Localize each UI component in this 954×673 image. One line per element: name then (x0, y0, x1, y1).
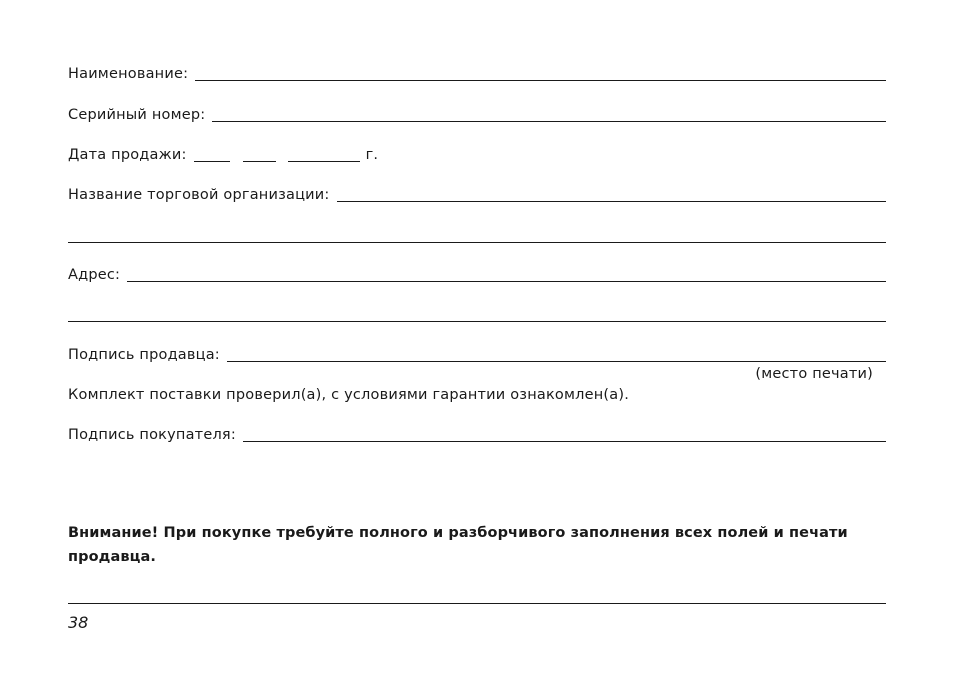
store-name-row (68, 187, 886, 203)
seller-signature-label: Подпись продавца: (68, 347, 220, 363)
year-suffix: г. (365, 147, 379, 163)
buyer-signature-row (68, 427, 886, 443)
store-name-label: Название торговой организации: (68, 187, 330, 203)
page-number: 38 (68, 613, 89, 632)
serial-number-field[interactable] (212, 121, 886, 122)
seller-signature-row (68, 347, 886, 363)
product-name-field[interactable] (195, 80, 886, 81)
address-field[interactable] (127, 281, 886, 282)
sale-date-day-field[interactable] (194, 161, 230, 162)
warning-notice: Внимание! При покупке требуйте полного и разборчивого заполнения всех полей и печати продавца. (68, 525, 848, 565)
sale-date-year-field[interactable] (288, 161, 360, 162)
sale-date-row (68, 147, 886, 163)
footer-divider (68, 603, 886, 604)
product-name-row (68, 66, 886, 82)
buyer-signature-field[interactable] (243, 441, 886, 442)
product-name-label: Наименование: (68, 66, 189, 82)
sale-date-month-field[interactable] (243, 161, 276, 162)
confirmation-text: Комплект поставки проверил(а), с условиями гарантии ознакомлен(а). (68, 387, 630, 403)
serial-number-label: Серийный номер: (68, 107, 206, 123)
serial-number-row (68, 107, 886, 123)
seller-signature-field[interactable] (227, 361, 886, 362)
buyer-signature-label: Подпись покупателя: (68, 427, 236, 443)
address-row (68, 267, 886, 283)
stamp-place-label: (место печати) (755, 366, 873, 382)
address-field-line-2[interactable] (68, 321, 886, 322)
address-label: Адрес: (68, 267, 121, 283)
store-name-field-line-2[interactable] (68, 242, 886, 243)
sale-date-label: Дата продажи: (68, 147, 187, 163)
store-name-field[interactable] (337, 201, 886, 202)
